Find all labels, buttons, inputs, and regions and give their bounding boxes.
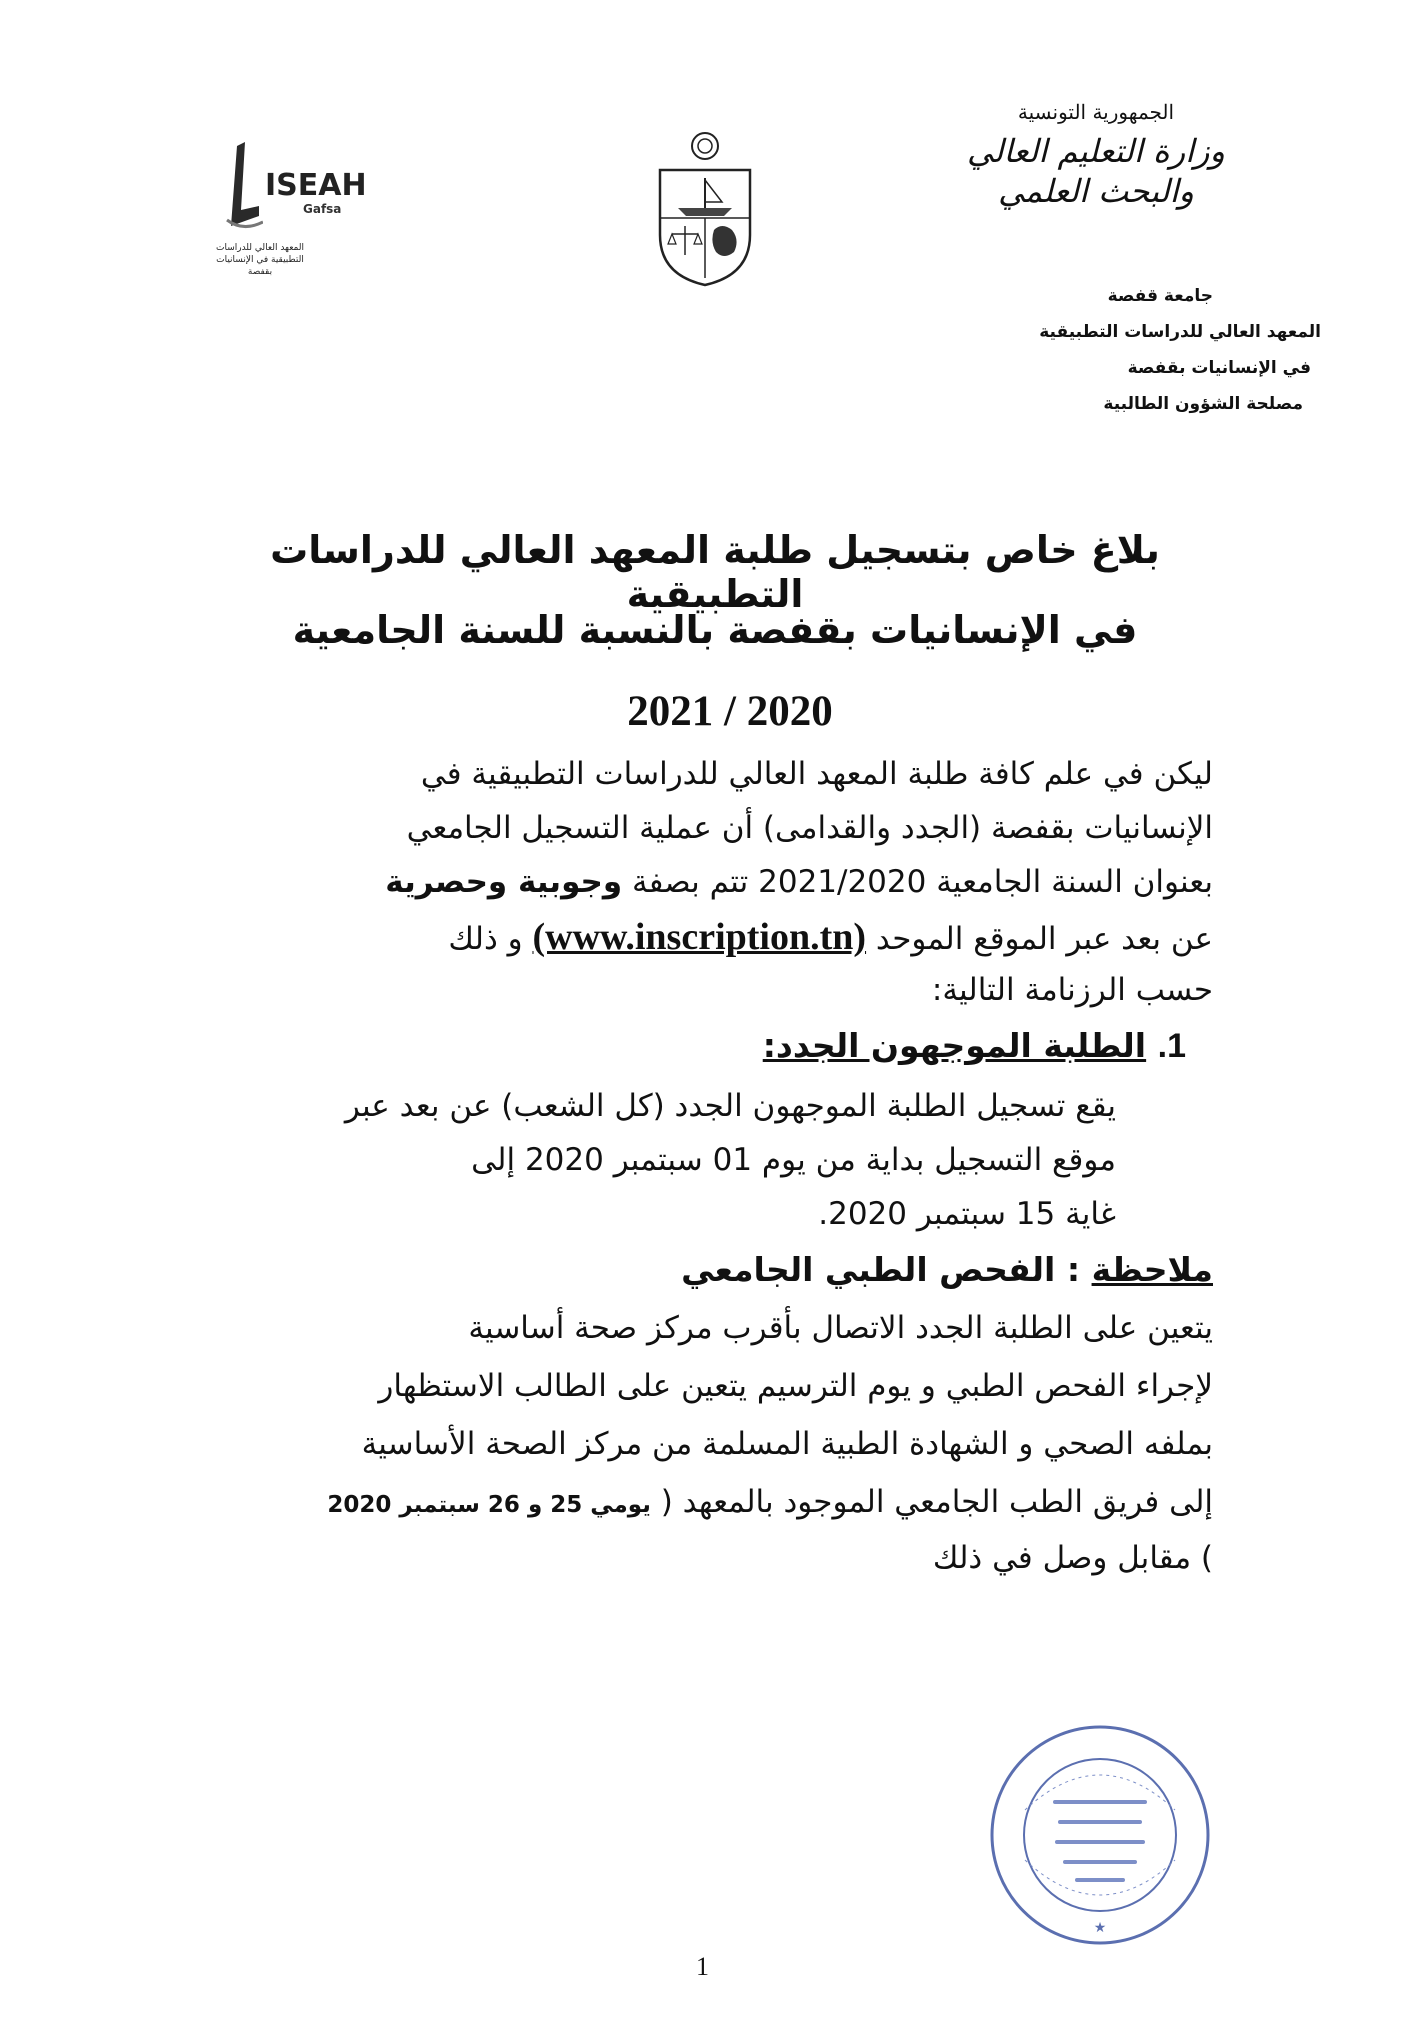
intro-text: و ذلك (448, 921, 523, 957)
page-number: 1 (696, 1952, 709, 1981)
note-line (203, 1484, 1213, 1520)
institute-line: المعهد العالي للدراسات التطبيقية (1039, 322, 1321, 342)
announcement-title-line1: بلاغ خاص بتسجيل طلبة المعهد العالي للدراسات التطبيقية (270, 528, 1160, 616)
note-line: يتعين على الطلبة الجدد الاتصال بأقرب مركز صحة أساسية (468, 1310, 1213, 1346)
inscription-link[interactable]: (www.inscription.tn) (532, 916, 867, 958)
ministry-line: وزارة التعليم العالي (967, 132, 1225, 170)
intro-line (203, 864, 1213, 900)
announcement-title-line2: في الإنسانيات بقفصة بالنسبة للسنة الجامعية (292, 608, 1138, 652)
logo-name: ISEAH (265, 168, 367, 203)
intro-text: عن بعد عبر الموقع الموحد (875, 921, 1213, 957)
republic-line: الجمهورية التونسية (1017, 100, 1175, 124)
intro-line: حسب الرزنامة التالية: (931, 972, 1213, 1008)
logo-subtitle: المعهد العالي للدراسات التطبيقية في الإنسانيات بقفصة (215, 243, 304, 277)
section1-line: موقع التسجيل بداية من يوم 01 سبتمبر 2020 إلى (471, 1142, 1116, 1178)
note-title: : الفحص الطبي الجامعي (681, 1250, 1081, 1289)
section1-line: يقع تسجيل الطلبة الموجهون الجدد (كل الشعب) عن بعد عبر (344, 1088, 1116, 1124)
logo-city: Gafsa (303, 202, 342, 216)
mandatory-text: وجوبية وحصرية (385, 864, 623, 900)
research-line: والبحث العلمي (998, 172, 1194, 210)
university-line: جامعة قفصة (1107, 286, 1213, 306)
intro-line (203, 915, 1213, 959)
faculty-block (961, 278, 1321, 422)
note-label: ملاحظة (1091, 1250, 1213, 1289)
section1-heading (763, 1026, 1186, 1066)
note-heading (681, 1250, 1213, 1289)
section1-title: الطلبة الموجهون الجدد: (762, 1026, 1147, 1065)
section1-line: غاية 15 سبتمبر 2020. (818, 1196, 1116, 1232)
coat-of-arms-icon (650, 130, 760, 290)
official-stamp-icon (985, 1720, 1215, 1950)
note-line: لإجراء الفحص الطبي و يوم الترسيم يتعين على الطالب الاستظهار (378, 1368, 1213, 1404)
note-dates: يومي 25 و 26 سبتمبر 2020 (327, 1492, 651, 1518)
ministry-header (926, 100, 1266, 210)
intro-line: ليكن في علم كافة طلبة المعهد العالي للدراسات التطبيقية في (420, 756, 1213, 792)
intro-line: الإنسانيات بقفصة (الجدد والقدامى) أن عملية التسجيل الجامعي (406, 810, 1213, 846)
service-line: مصلحة الشؤون الطالبية (1103, 394, 1303, 414)
academic-year: 2021 / 2020 (627, 688, 833, 735)
note-line: ) مقابل وصل في ذلك (932, 1540, 1213, 1576)
intro-text: بعنوان السنة الجامعية 2021/2020 تتم بصفة (631, 864, 1213, 900)
section1-number: 1. (1157, 1027, 1186, 1065)
svg-text:★: ★ (1093, 1920, 1107, 1936)
note-line: بملفه الصحي و الشهادة الطبية المسلمة من مركز الصحة الأساسية (361, 1426, 1213, 1462)
humanities-line: في الإنسانيات بقفصة (1127, 358, 1311, 378)
logo-mark-icon (223, 140, 263, 232)
note-text: إلى فريق الطب الجامعي الموجود بالمعهد ( (660, 1484, 1213, 1520)
